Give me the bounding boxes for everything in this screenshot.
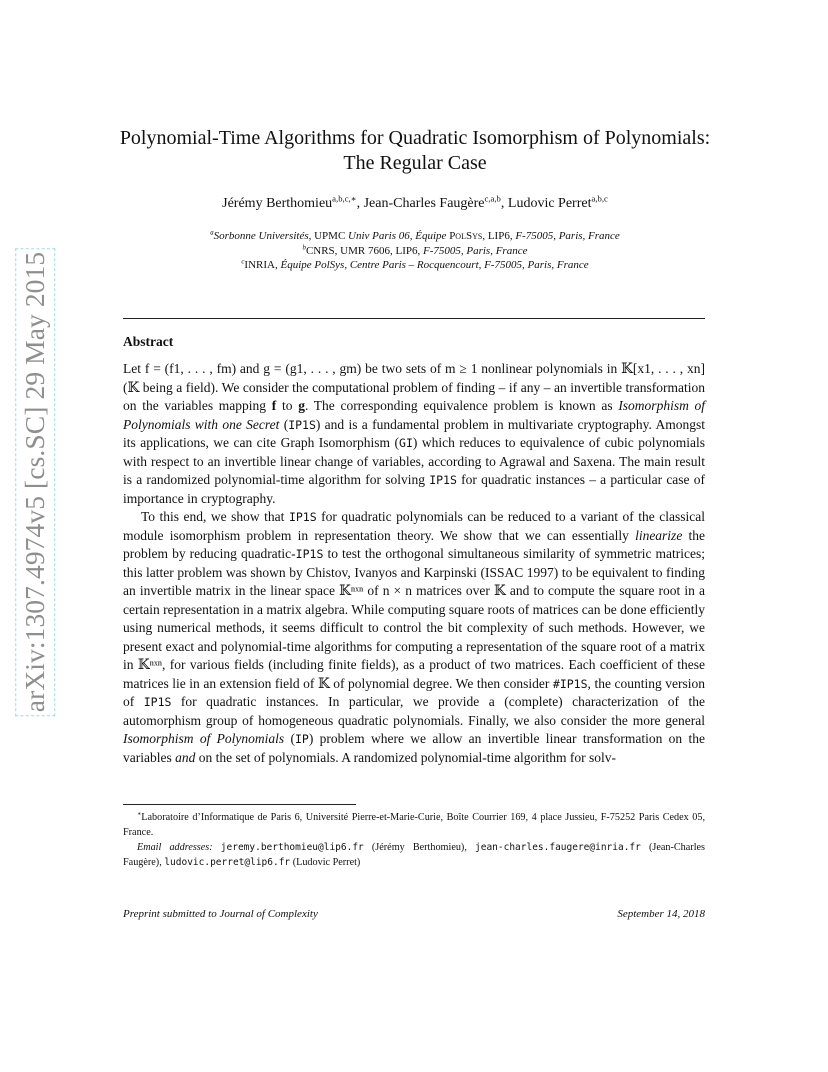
arxiv-id[interactable]: arXiv:1307.4974v5 [cs.SC] 29 May 2015	[19, 251, 51, 713]
affiliation-c: $^c$INRIA, Équipe PolSys, Centre Paris – Rocquencourt, F-75005, Paris, France	[241, 258, 589, 271]
title-line-2: The Regular Case	[343, 152, 487, 174]
affiliations	[110, 229, 720, 273]
email-link[interactable]: ludovic.perret@lip6.fr	[164, 857, 291, 868]
abstract-paragraph-2: To this end, we show that IP1S for quadratic polynomials can be reduced to a variant of the classical module isomorphism problem in representation theory. We show that we can essentially linearize the problem by reducing quadratic-IP1S to test the orthogonal simultaneous similarity of symmetric matrices; this latter problem was shown by Chistov, Ivanyos and Karpinski (ISSAC 1997) to be equivalent to finding an invertible matrix in the linear space 𝕂ⁿˣⁿ of n × n matrices over 𝕂 and to compute the square root in a certain representation in a matrix algebra. While computing square roots of matrices can be done efficiently using numerical methods, it seems difficult to control the bit complexity of such methods. However, we present exact and polynomial-time algorithms for computing a representation of the square root of a matrix in 𝕂ⁿˣⁿ, for various fields (including finite fields), as a product of two matrices. Each coefficient of these matrices lie in an extension field of 𝕂 of polynomial degree. We then consider #IP1S, the counting version of IP1S for quadratic instances. In particular, we provide a (complete) characterization of the automorphism group of homogeneous quadratic polynomials. Finally, we also consider the more general Isomorphism of Polynomials (IP) problem where we allow an invertible linear transformation on the variables and on the set of polynomials. A randomized polynomial-time algorithm for solv-	[123, 509, 706, 765]
footnote	[123, 810, 705, 870]
footer-journal: Preprint submitted to Journal of Complexity	[123, 908, 318, 920]
author-name: Jean-Charles Faugère	[363, 196, 485, 211]
email-link[interactable]: jeremy.berthomieu@lip6.fr	[220, 842, 364, 853]
paper-title	[110, 126, 720, 176]
author-marks: a,b,c,∗	[332, 193, 357, 204]
abstract-heading: Abstract	[123, 334, 174, 349]
footnote-emails: Email addresses: jeremy.berthomieu@lip6.fr (Jérémy Berthomieu), jean-charles.faugere@inria.fr (Jean-Charles Faugère), ludovic.perret@lip6.fr (Ludovic Perret)	[123, 842, 706, 868]
arxiv-stamp[interactable]	[12, 251, 58, 713]
footer-date: September 14, 2018	[617, 908, 705, 920]
title-line-1: Polynomial-Time Algorithms for Quadratic Isomorphism of Polynomials:	[119, 127, 711, 149]
header-rule	[123, 318, 705, 319]
affiliation-a: $^a$Sorbonne Universités, UPMC Univ Paris 06, Équipe PolSys, LIP6, F-75005, Paris, France	[210, 229, 620, 242]
author-marks: c,a,b	[484, 193, 501, 204]
affiliation-b: $^b$CNRS, UMR 7606, LIP6, F-75005, Paris, France	[302, 243, 528, 257]
footnote-affiliation: ∗Laboratoire d’Informatique de Paris 6, Université Pierre-et-Marie-Curie, Boîte Courrier 169, 4 place Jussieu, F-75252 Paris Cedex 05, France.	[123, 810, 705, 838]
author-name: Jérémy Berthomieu	[222, 196, 333, 211]
abstract-body	[123, 360, 705, 767]
author-list: Jérémy Berthomieu$^{a,b,c,∗}$, Jean-Charles Faugère$^{c,a,b}$, Ludovic Perret$^{a,b,c}$	[222, 193, 608, 211]
abstract-paragraph-1: Let f = (f1, . . . , fm) and g = (g1, . . . , gm) be two sets of m ≥ 1 nonlinear polynomials in 𝕂[x1, . . . , xn] (𝕂 being a field). We consider the computational problem of finding – if any – an invertible transformation on the variables mapping f to g. The corresponding equivalence problem is known as Isomorphism of Polynomials with one Secret (IP1S) and is a fundamental problem in multivariate cryptography. Amongst its applications, we can cite Graph Isomorphism (GI) which reduces to equivalence of cubic polynomials with respect to an invertible linear change of variables, according to Agrawal and Saxena. The main result is a randomized polynomial-time algorithm for solving IP1S for quadratic instances – a particular case of importance in cryptography.	[123, 361, 706, 506]
author-name: Ludovic Perret	[507, 196, 592, 211]
footnote-rule	[123, 804, 356, 805]
author-marks: a,b,c	[591, 193, 608, 204]
email-link[interactable]: jean-charles.faugere@inria.fr	[475, 842, 641, 853]
